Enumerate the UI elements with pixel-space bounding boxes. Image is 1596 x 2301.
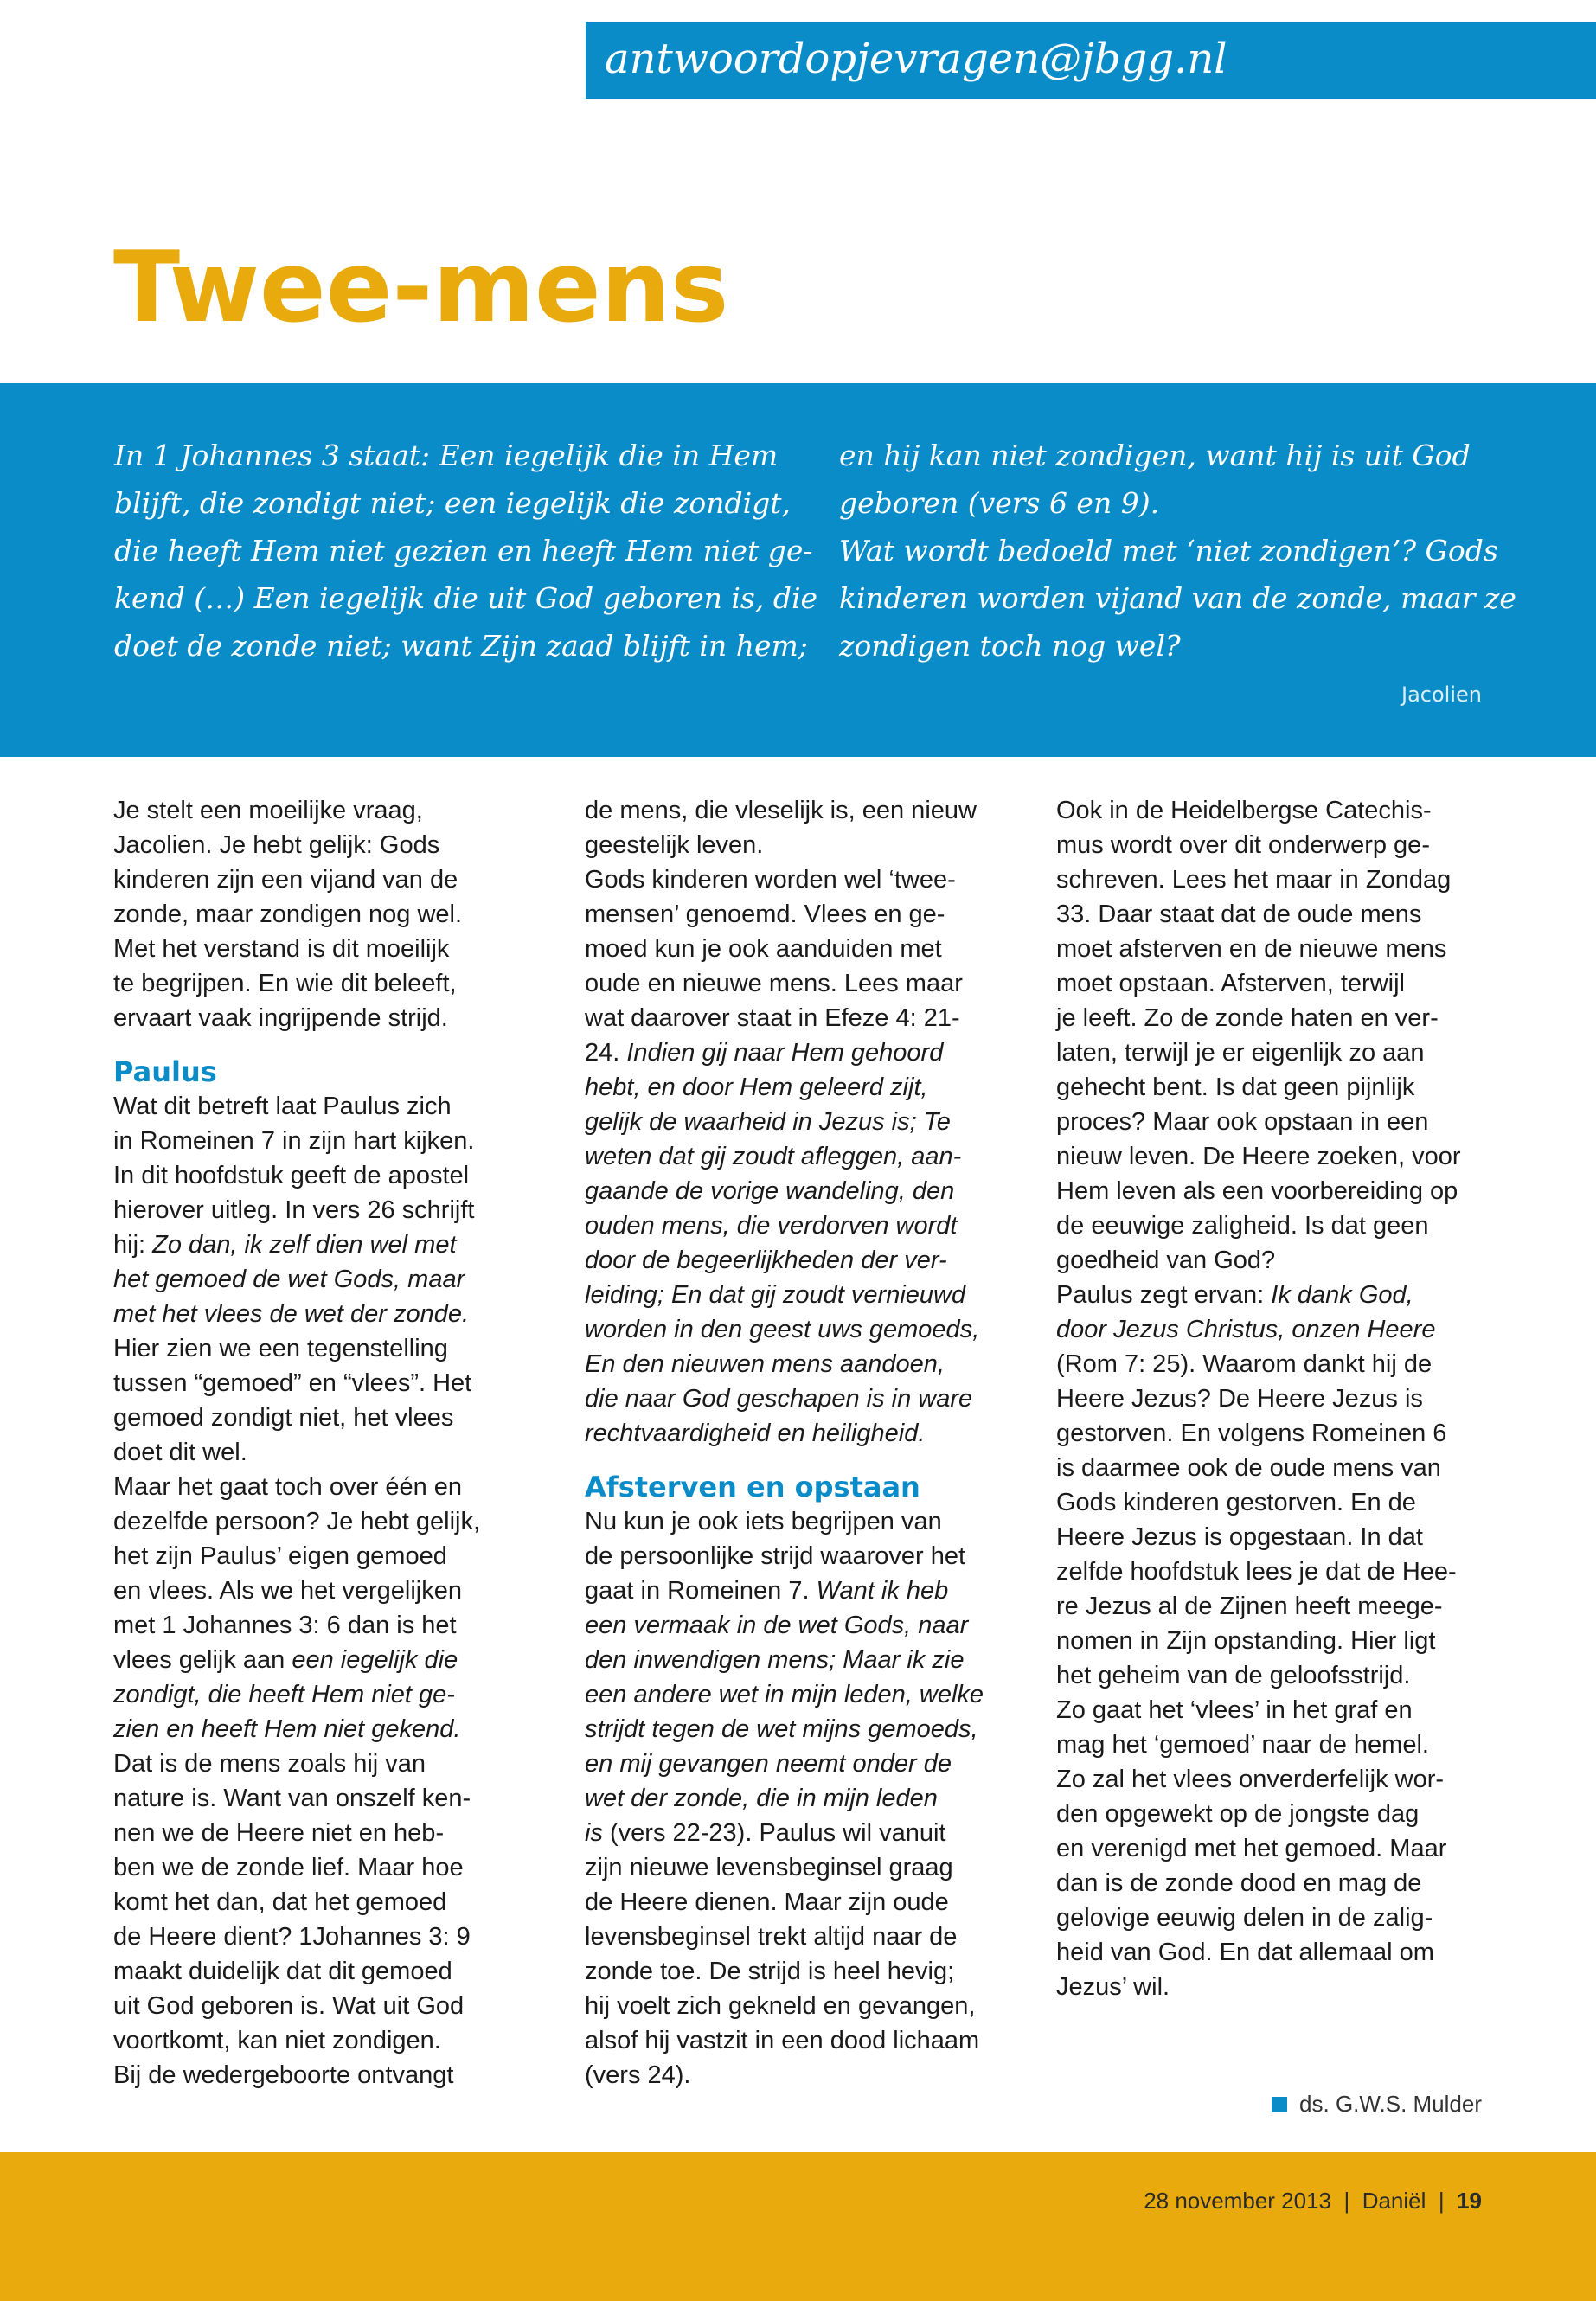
text-run: re Jezus al de Zijnen heeft meege-: [1056, 1593, 1443, 1620]
header-bar: [586, 22, 1596, 99]
text-line: [585, 1643, 1035, 1677]
text-run: dan is de zonde dood en mag de: [1056, 1869, 1422, 1897]
text-run: uit God geboren is. Wat uit God: [113, 1992, 465, 2020]
text-line: [585, 2058, 1035, 2093]
text-line: [113, 1643, 563, 1677]
text-line: Met het verstand is dit moeilijk: [113, 935, 450, 963]
question-column-left: [114, 432, 817, 670]
text-run: nen we de Heere niet en heb-: [113, 1819, 445, 1847]
text-line: [1056, 1381, 1506, 1416]
text-run: zijn nieuwe levensbeginsel graag: [585, 1854, 953, 1881]
text-line: [113, 1158, 563, 1193]
header-email[interactable]: antwoordopjevragen@jbgg.nl: [605, 35, 1227, 83]
text-line: zonde, maar zondigen nog wel.: [113, 901, 463, 928]
text-run: Bij de wedergeboorte ontvangt: [113, 2061, 454, 2089]
text-line: [585, 1712, 1035, 1747]
text-run: (vers 22-23). Paulus wil vanuit: [602, 1819, 946, 1847]
text-line: [1056, 897, 1506, 932]
text-line: [585, 1001, 1035, 1035]
text-line: [585, 1816, 1035, 1850]
text-line: [1056, 1278, 1506, 1312]
text-run: met het vlees de wet der zonde.: [113, 1300, 470, 1328]
text-line: [585, 1174, 1035, 1208]
text-line: [1056, 828, 1506, 862]
text-run: nieuw leven. De Heere zoeken, voor: [1056, 1143, 1461, 1170]
section-heading-afsterven: Afsterven en opstaan: [585, 1471, 920, 1503]
text-run: laten, terwijl je er eigenlijk zo aan: [1056, 1039, 1425, 1067]
column-2-body: [585, 1504, 1035, 2093]
text-line: [585, 897, 1035, 932]
text-run: die naar God geschapen is in ware: [585, 1385, 973, 1413]
text-run: en mij gevangen neemt onder de: [585, 1750, 952, 1778]
text-run: met 1 Johannes 3: 6 dan is het: [113, 1612, 457, 1639]
question-line: blijft, die zondigt niet; een iegelijk die zondigt,: [114, 486, 792, 520]
article-column-2: [585, 793, 1035, 2093]
text-line: [585, 1139, 1035, 1174]
text-run: den opgewekt op de jongste dag: [1056, 1800, 1420, 1828]
text-line: [113, 1400, 563, 1435]
text-run: rechtvaardigheid en heiligheid.: [585, 1420, 926, 1447]
question-line: die heeft Hem niet gezien en heeft Hem niet ge-: [114, 534, 813, 567]
text-run: strijdt tegen de wet mijns gemoeds,: [585, 1715, 978, 1743]
text-run: de Heere dienen. Maar zijn oude: [585, 1888, 949, 1916]
text-line: kinderen zijn een vijand van de: [113, 866, 458, 894]
text-run: zien en heeft Hem niet gekend.: [113, 1715, 461, 1743]
text-line: ervaart vaak ingrijpende strijd.: [113, 1004, 448, 1032]
text-line: [113, 1781, 563, 1816]
text-line: [585, 1539, 1035, 1574]
text-line: [113, 2023, 563, 2058]
text-run: heid van God. En dat allemaal om: [1056, 1939, 1434, 1966]
text-run: ben we de zonde lief. Maar hoe: [113, 1854, 464, 1881]
footer-magazine: Daniël: [1362, 2188, 1426, 2214]
spacer: [585, 1451, 1035, 1470]
text-run: gelovige eeuwig delen in de zalig-: [1056, 1904, 1433, 1932]
text-run: (Rom 7: 25). Waarom dankt hij de: [1056, 1350, 1433, 1378]
text-run: gaande de vorige wandeling, den: [585, 1177, 955, 1205]
question-line: kend (…) Een iegelijk die uit God geboren is, die: [114, 581, 818, 615]
text-run: Paulus zegt ervan:: [1056, 1281, 1272, 1309]
column-3-body: [1056, 793, 1506, 2004]
text-line: [585, 1850, 1035, 1885]
question-line: geboren (vers 6 en 9).: [839, 486, 1160, 520]
text-line: [1056, 1520, 1506, 1554]
text-line: [585, 1208, 1035, 1243]
text-line: [1056, 932, 1506, 966]
text-line: [1056, 1174, 1506, 1208]
text-run: mensen’ genoemd. Vlees en ge-: [585, 901, 945, 928]
text-run: wat daarover staat in Efeze 4: 21-: [585, 1004, 960, 1032]
text-run: en verenigd met het gemoed. Maar: [1056, 1835, 1447, 1862]
text-run: Zo zal het vlees onverderfelijk wor-: [1056, 1766, 1445, 1793]
text-run: mus wordt over dit onderwerp ge-: [1056, 831, 1430, 859]
text-run: je leeft. Zo de zonde haten en ver-: [1056, 1004, 1439, 1032]
text-line: [113, 1089, 563, 1124]
section-heading-paulus: Paulus: [113, 1055, 217, 1088]
footer-bar: [0, 2152, 1596, 2301]
text-line: [113, 1850, 563, 1885]
text-run: weten dat gij zoudt afleggen, aan-: [585, 1143, 962, 1170]
text-run: de mens, die vleselijk is, een nieuw: [585, 797, 977, 824]
italic-run: Ik dank God,: [1271, 1281, 1413, 1309]
text-line: [1056, 1312, 1506, 1347]
text-line: [1056, 1727, 1506, 1762]
text-run: levensbeginsel trekt altijd naar de: [585, 1923, 958, 1951]
text-run: den inwendigen mens; Maar ik zie: [585, 1646, 965, 1674]
footer-separator: |: [1343, 2188, 1350, 2214]
text-line: [585, 1747, 1035, 1781]
text-line: [585, 1920, 1035, 1954]
text-line: [585, 932, 1035, 966]
italic-run: een iegelijk die: [292, 1646, 458, 1674]
spacer: [113, 1035, 563, 1054]
text-line: [113, 1574, 563, 1608]
text-run: voortkomt, kan niet zondigen.: [113, 2027, 441, 2054]
text-run: Hem leven als een voorbereiding op: [1056, 1177, 1458, 1205]
text-run: de Heere dient? 1Johannes 3: 9: [113, 1923, 471, 1951]
text-line: [585, 828, 1035, 862]
question-line: kinderen worden vijand van de zonde, maar ze: [839, 581, 1516, 615]
page-title: Twee-mens: [113, 230, 729, 344]
text-run: Jezus’ wil.: [1056, 1973, 1170, 2001]
text-run: de eeuwige zaligheid. Is dat geen: [1056, 1212, 1429, 1240]
text-run: hebt, en door Hem geleerd zijt,: [585, 1074, 928, 1101]
text-line: [113, 1262, 563, 1297]
text-line: [113, 1435, 563, 1470]
text-line: [1056, 1935, 1506, 1970]
text-run: tussen “gemoed” en “vlees”. Het: [113, 1369, 472, 1397]
text-run: zondigt, die heeft Hem niet ge-: [113, 1681, 455, 1708]
text-line: [585, 1278, 1035, 1312]
text-line: [585, 1608, 1035, 1643]
text-run: nature is. Want van onszelf ken-: [113, 1785, 471, 1812]
text-line: [1056, 1416, 1506, 1451]
text-line: [113, 1470, 563, 1504]
question-line: In 1 Johannes 3 staat: Een iegelijk die in Hem: [114, 439, 779, 472]
text-line: [585, 1381, 1035, 1416]
article-column-3: [1056, 793, 1506, 2004]
text-run: Gods kinderen gestorven. En de: [1056, 1489, 1416, 1516]
text-run: het gemoed de wet Gods, maar: [113, 1266, 465, 1293]
text-line: [113, 1539, 563, 1574]
text-line: [1056, 1035, 1506, 1070]
text-line: [113, 1193, 563, 1227]
text-line: [1056, 1451, 1506, 1485]
text-run: Zo gaat het ‘vlees’ in het graf en: [1056, 1696, 1413, 1724]
text-line: [1056, 1624, 1506, 1658]
column-1-body: [113, 1089, 563, 2093]
text-line: [113, 1366, 563, 1400]
text-run: gemoed zondigt niet, het vlees: [113, 1404, 454, 1432]
text-line: [113, 1954, 563, 1989]
text-run: hierover uitleg. In vers 26 schrijft: [113, 1196, 475, 1224]
text-run: door Jezus Christus, onzen Heere: [1056, 1316, 1436, 1343]
text-run: dezelfde persoon? Je hebt gelijk,: [113, 1508, 481, 1535]
text-run: In dit hoofdstuk geeft de apostel: [113, 1162, 470, 1189]
text-line: [113, 1747, 563, 1781]
text-line: [113, 1920, 563, 1954]
question-author: Jacolien: [1401, 683, 1482, 707]
text-run: maakt duidelijk dat dit gemoed: [113, 1958, 452, 1985]
question-box: [0, 383, 1596, 757]
question-line: zondigen toch nog wel?: [839, 629, 1181, 663]
text-line: [1056, 1831, 1506, 1866]
text-line: [113, 1712, 563, 1747]
text-run: (vers 24).: [585, 2061, 691, 2089]
column-2-intro: [585, 793, 1035, 1451]
author-name: ds. G.W.S. Mulder: [1299, 2091, 1482, 2117]
text-run: zonde toe. De strijd is heel hevig;: [585, 1958, 955, 1985]
text-run: Dat is de mens zoals hij van: [113, 1750, 426, 1778]
text-run: en vlees. Als we het vergelijken: [113, 1577, 462, 1605]
text-run: schreven. Lees het maar in Zondag: [1056, 866, 1452, 894]
italic-run: Want ik heb: [816, 1577, 949, 1605]
text-line: [1056, 1866, 1506, 1900]
text-run: een vermaak in de wet Gods, naar: [585, 1612, 969, 1639]
text-run: moet afsterven en de nieuwe mens: [1056, 935, 1447, 963]
text-line: [585, 862, 1035, 897]
text-line: [585, 966, 1035, 1001]
text-line: [585, 1070, 1035, 1105]
text-line: [585, 1781, 1035, 1816]
text-line: [1056, 1900, 1506, 1935]
text-line: [113, 1331, 563, 1366]
text-run: geestelijk leven.: [585, 831, 764, 859]
text-line: [1056, 1105, 1506, 1139]
text-line: [1056, 1001, 1506, 1035]
text-line: [585, 1243, 1035, 1278]
text-line: [1056, 1243, 1506, 1278]
question-column-right: [839, 432, 1516, 670]
article-column-1: [113, 793, 563, 2093]
text-run: Heere Jezus is opgestaan. In dat: [1056, 1523, 1423, 1551]
text-line: Je stelt een moeilijke vraag,: [113, 797, 423, 824]
text-run: En den nieuwen mens aandoen,: [585, 1350, 945, 1378]
text-run: komt het dan, dat het gemoed: [113, 1888, 447, 1916]
text-line: [113, 1227, 563, 1262]
text-line: [1056, 793, 1506, 828]
text-run: Gods kinderen worden wel ‘twee-: [585, 866, 956, 894]
text-run: worden in den geest uws gemoeds,: [585, 1316, 980, 1343]
text-line: [1056, 1658, 1506, 1693]
text-run: proces? Maar ook opstaan in een: [1056, 1108, 1429, 1136]
text-run: zelfde hoofdstuk lees je dat de Hee-: [1056, 1558, 1457, 1586]
text-run: Wat dit betreft laat Paulus zich: [113, 1093, 452, 1120]
text-line: [1056, 1347, 1506, 1381]
column-1-intro: [113, 793, 563, 1035]
italic-run: is: [585, 1819, 603, 1847]
question-line: en hij kan niet zondigen, want hij is uit God: [839, 439, 1471, 472]
text-line: [585, 1416, 1035, 1451]
text-run: Nu kun je ook iets begrijpen van: [585, 1508, 942, 1535]
text-line: [1056, 1589, 1506, 1624]
text-line: [1056, 1208, 1506, 1243]
text-run: hij voelt zich gekneld en gevangen,: [585, 1992, 976, 2020]
text-run: mag het ‘gemoed’ naar de hemel.: [1056, 1731, 1429, 1759]
text-line: [1056, 1070, 1506, 1105]
italic-run: Zo dan, ik zelf dien wel met: [152, 1231, 457, 1259]
text-line: [585, 1504, 1035, 1539]
text-run: gestorven. En volgens Romeinen 6: [1056, 1420, 1447, 1447]
text-line: [113, 1885, 563, 1920]
italic-run: Indien gij naar Hem gehoord: [626, 1039, 944, 1067]
text-line: [113, 1989, 563, 2023]
text-run: Heere Jezus? De Heere Jezus is: [1056, 1385, 1423, 1413]
text-line: [113, 1297, 563, 1331]
text-run: nomen in Zijn opstanding. Hier ligt: [1056, 1627, 1436, 1655]
footer-text: [1144, 2188, 1482, 2214]
text-line: Jacolien. Je hebt gelijk: Gods: [113, 831, 440, 859]
text-run: wet der zonde, die in mijn leden: [585, 1785, 938, 1812]
text-run: gaat in Romeinen 7.: [585, 1577, 817, 1605]
text-line: [1056, 1139, 1506, 1174]
text-line: [113, 1677, 563, 1712]
text-line: [1056, 1797, 1506, 1831]
text-line: te begrijpen. En wie dit beleeft,: [113, 970, 457, 997]
text-run: is daarmee ook de oude mens van: [1056, 1454, 1441, 1482]
text-line: [113, 2058, 563, 2093]
text-line: [585, 1035, 1035, 1070]
text-line: [585, 1954, 1035, 1989]
text-line: [113, 1608, 563, 1643]
text-run: gehecht bent. Is dat geen pijnlijk: [1056, 1074, 1415, 1101]
text-line: [1056, 1554, 1506, 1589]
text-run: moet opstaan. Afsterven, terwijl: [1056, 970, 1405, 997]
text-run: Ook in de Heidelbergse Catechis-: [1056, 797, 1432, 824]
author-signature: [1272, 2091, 1482, 2118]
text-line: [1056, 1762, 1506, 1797]
text-run: de persoonlijke strijd waarover het: [585, 1542, 966, 1570]
text-line: [585, 2023, 1035, 2058]
text-line: [113, 1504, 563, 1539]
text-line: [1056, 862, 1506, 897]
text-line: [585, 1105, 1035, 1139]
text-run: moed kun je ook aanduiden met: [585, 935, 942, 963]
text-run: doet dit wel.: [113, 1439, 247, 1466]
text-run: het geheim van de geloofsstrijd.: [1056, 1662, 1411, 1689]
text-line: [585, 1312, 1035, 1347]
text-run: oude en nieuwe mens. Lees maar: [585, 970, 963, 997]
text-line: [1056, 966, 1506, 1001]
square-bullet-icon: [1272, 2097, 1287, 2112]
text-line: [113, 1816, 563, 1850]
text-run: een andere wet in mijn leden, welke: [585, 1681, 984, 1708]
footer-date: 28 november 2013: [1144, 2188, 1332, 2214]
text-line: [585, 1574, 1035, 1608]
text-run: 33. Daar staat dat de oude mens: [1056, 901, 1422, 928]
question-line: doet de zonde niet; want Zijn zaad blijft in hem;: [114, 629, 808, 663]
text-run: alsof hij vastzit in een dood lichaam: [585, 2027, 980, 2054]
text-run: door de begeerlijkheden der ver-: [585, 1247, 947, 1274]
text-run: vlees gelijk aan: [113, 1646, 292, 1674]
text-run: ouden mens, die verdorven wordt: [585, 1212, 958, 1240]
footer-separator: |: [1438, 2188, 1445, 2214]
text-line: [1056, 1970, 1506, 2004]
text-line: [585, 1885, 1035, 1920]
text-run: het zijn Paulus’ eigen gemoed: [113, 1542, 447, 1570]
text-line: [1056, 1485, 1506, 1520]
text-run: Maar het gaat toch over één en: [113, 1473, 463, 1501]
text-line: [585, 1347, 1035, 1381]
text-run: Hier zien we een tegenstelling: [113, 1335, 448, 1362]
text-line: [585, 1677, 1035, 1712]
text-run: leiding; En dat gij zoudt vernieuwd: [585, 1281, 966, 1309]
text-run: hij:: [113, 1231, 153, 1259]
text-run: 24.: [585, 1039, 627, 1067]
text-line: [1056, 1693, 1506, 1727]
text-line: [585, 1989, 1035, 2023]
text-run: gelijk de waarheid in Jezus is; Te: [585, 1108, 951, 1136]
text-run: goedheid van God?: [1056, 1247, 1276, 1274]
text-run: in Romeinen 7 in zijn hart kijken.: [113, 1127, 475, 1155]
text-line: [113, 1124, 563, 1158]
text-line: [585, 793, 1035, 828]
page-number: 19: [1457, 2188, 1482, 2214]
question-line: Wat wordt bedoeld met ‘niet zondigen’? Gods: [839, 534, 1498, 567]
